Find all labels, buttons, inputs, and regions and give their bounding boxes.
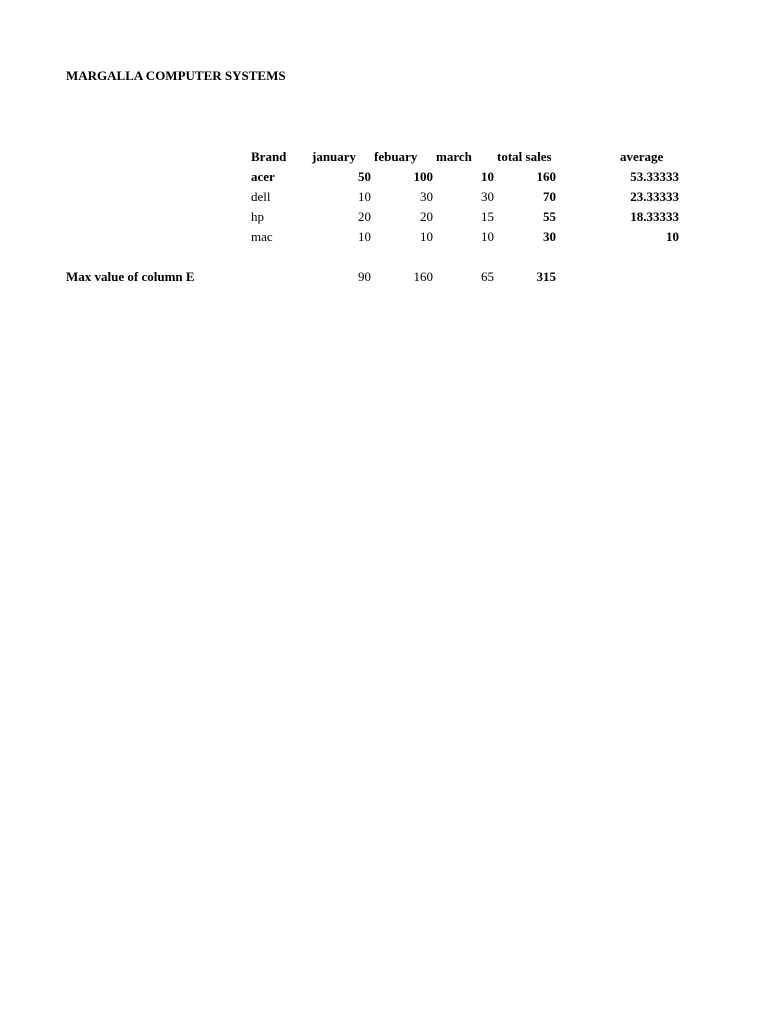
header-total-sales: total sales: [497, 149, 552, 164]
cell-average: 18.33333: [630, 209, 679, 224]
max-febuary: 160: [413, 269, 433, 284]
header-febuary: febuary: [374, 149, 418, 164]
table-row: [0, 207, 768, 227]
table-row: [0, 227, 768, 247]
cell-brand: dell: [251, 189, 271, 204]
cell-brand: mac: [251, 229, 273, 244]
cell-brand: acer: [251, 169, 275, 184]
table-header-row: [0, 147, 768, 167]
cell-total-sales: 30: [543, 229, 556, 244]
cell-january: 10: [358, 229, 371, 244]
cell-total-sales: 55: [543, 209, 556, 224]
header-march: march: [436, 149, 472, 164]
cell-march: 10: [481, 169, 494, 184]
cell-febuary: 10: [420, 229, 433, 244]
max-january: 90: [358, 269, 371, 284]
cell-january: 50: [358, 169, 371, 184]
max-value-label: Max value of column E: [66, 269, 195, 284]
cell-febuary: 30: [420, 189, 433, 204]
cell-total-sales: 70: [543, 189, 556, 204]
cell-march: 15: [481, 209, 494, 224]
cell-brand: hp: [251, 209, 264, 224]
cell-average: 23.33333: [630, 189, 679, 204]
header-january: january: [312, 149, 357, 164]
cell-febuary: 20: [420, 209, 433, 224]
table-row: [0, 167, 768, 187]
cell-febuary: 100: [413, 169, 433, 184]
header-average: average: [620, 149, 664, 164]
cell-march: 10: [481, 229, 494, 244]
cell-january: 10: [358, 189, 371, 204]
table-row: [0, 187, 768, 207]
cell-total-sales: 160: [536, 169, 556, 184]
cell-average: 10: [666, 229, 679, 244]
page-title: MARGALLA COMPUTER SYSTEMS: [66, 68, 286, 83]
cell-average: 53.33333: [630, 169, 679, 184]
max-march: 65: [481, 269, 494, 284]
max-value-row: [0, 267, 768, 287]
cell-march: 30: [481, 189, 494, 204]
cell-january: 20: [358, 209, 371, 224]
header-brand: Brand: [251, 149, 287, 164]
max-total-sales: 315: [536, 269, 556, 284]
